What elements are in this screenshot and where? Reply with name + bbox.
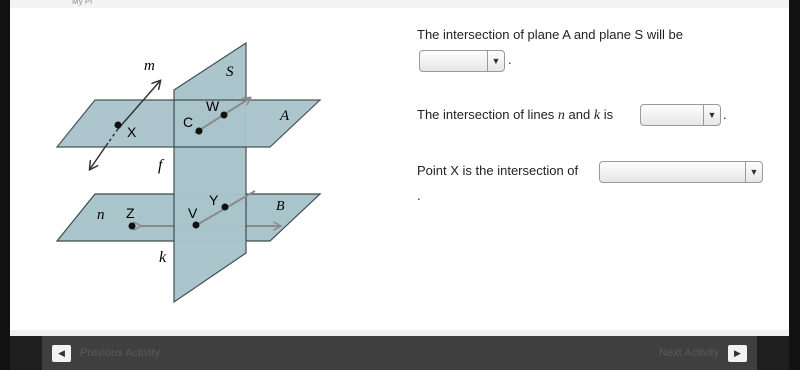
label-k: k [159, 249, 167, 266]
left-frame [0, 0, 10, 370]
q1-answer-dropdown[interactable] [419, 50, 505, 72]
question-2-suffix: is [603, 107, 614, 122]
label-s: S [226, 64, 234, 80]
point-c [196, 128, 203, 135]
previous-activity-label[interactable]: Previous Activity [80, 347, 161, 359]
chevron-down-icon: ▼ [703, 105, 720, 125]
question-2 [417, 107, 613, 124]
question-1-text: The intersection of plane A and plane S will be [417, 27, 683, 42]
q3-period: . [417, 188, 421, 203]
chevron-down-icon: ▼ [745, 162, 762, 182]
label-w: W [206, 98, 220, 114]
question-3-text: Point X is the intersection of [417, 163, 579, 178]
point-y [222, 204, 229, 211]
question-2-prefix: The intersection of lines [417, 107, 555, 122]
previous-activity-button[interactable] [52, 345, 71, 362]
q2-answer-dropdown[interactable] [640, 104, 721, 126]
label-m: m [144, 58, 155, 74]
nav-outer-right [757, 336, 789, 370]
label-b: B [276, 199, 285, 214]
point-v [193, 222, 200, 229]
label-x: X [127, 124, 137, 140]
q1-period: . [508, 52, 512, 67]
q3-answer-dropdown[interactable] [599, 161, 763, 183]
label-v: V [188, 205, 198, 221]
point-x [115, 122, 122, 129]
question-3 [417, 163, 578, 178]
q2-period: . [723, 107, 727, 122]
nav-outer-left [10, 336, 42, 370]
label-f: f [158, 157, 163, 174]
header-label: My Pl [72, 0, 92, 6]
plane-s [174, 43, 246, 302]
label-z: Z [126, 205, 135, 221]
label-c: C [183, 114, 194, 130]
planes-diagram [10, 8, 350, 308]
point-w [221, 112, 228, 119]
chevron-left-icon: ◀ [58, 348, 65, 358]
activity-nav-bar [42, 336, 757, 370]
next-activity-button[interactable] [728, 345, 747, 362]
question-2-var-n: n [557, 108, 565, 123]
label-a: A [280, 108, 290, 124]
top-strip [10, 0, 789, 8]
point-z [129, 223, 136, 230]
chevron-down-icon: ▼ [487, 51, 504, 71]
right-frame [789, 0, 800, 370]
question-1 [417, 27, 683, 42]
label-n: n [97, 207, 105, 223]
activity-content [10, 8, 789, 330]
label-y: Y [209, 192, 219, 208]
next-activity-label[interactable]: Next Activity [659, 347, 719, 359]
question-2-var-k: k [593, 108, 601, 123]
question-2-and: and [568, 107, 591, 122]
chevron-right-icon: ▶ [734, 348, 741, 358]
